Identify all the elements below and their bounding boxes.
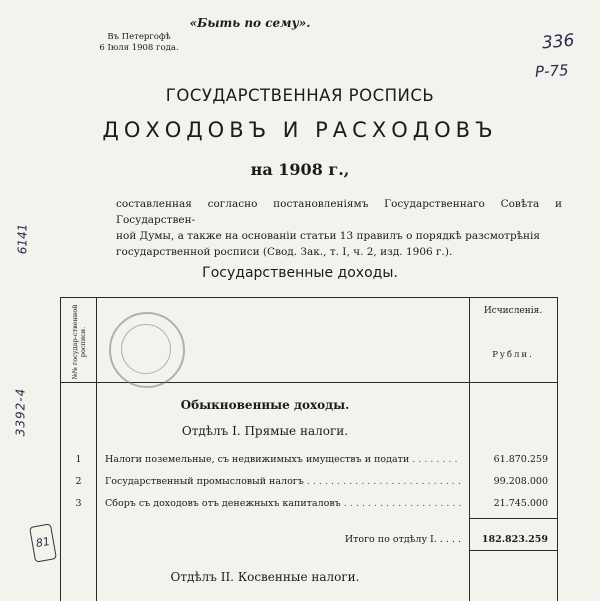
- title-line-2: ДОХОДОВЪ И РАСХОДОВЪ: [102, 118, 498, 142]
- description-line-1: составленная согласно постановленіямъ Государственнаго Совѣта и Государствен-: [116, 198, 562, 226]
- row-label: Государственный промысловый налогъ . . .: [105, 476, 461, 487]
- stamp-inner-ring: [121, 324, 171, 374]
- column-header-number: [62, 304, 96, 380]
- place-text: Въ Петергофѣ: [107, 32, 171, 42]
- row-label: Налоги поземельные, съ недвижимыхъ имуществъ и подати . . .: [105, 454, 461, 465]
- row-amount: 99.208.000: [493, 476, 548, 487]
- department-1-heading: Отдѣлъ I. Прямые налоги.: [181, 424, 349, 438]
- row-label: Сборъ съ доходовъ отъ денежныхъ капиталовъ . . .: [105, 498, 461, 509]
- library-stamp: [109, 312, 185, 388]
- total-label: Итого по отдѣлу I. . . . .: [344, 534, 461, 545]
- column-header-unit: Рубли.: [492, 350, 534, 360]
- sum-rule: [470, 518, 557, 519]
- row-number: 2: [75, 476, 82, 487]
- sum-rule: [470, 550, 557, 551]
- handwritten-inventory-number: 6141: [15, 223, 30, 255]
- section-heading: Государственные доходы.: [202, 265, 398, 281]
- description-line-3: государственной росписи (Свод. Зак., т. I, ч. 2, изд. 1906 г.).: [116, 246, 453, 258]
- row-amount: 61.870.259: [493, 454, 548, 465]
- decree-motto: [0, 12, 600, 31]
- handwritten-archive-number: 3392-4: [13, 387, 28, 437]
- row-number: 1: [75, 454, 82, 465]
- row-amount: 21.745.000: [493, 498, 548, 509]
- title-description: [116, 196, 562, 260]
- table-row: [61, 498, 557, 516]
- column-divider: [96, 298, 97, 601]
- motto-text: «Быть по сему».: [189, 16, 311, 30]
- description-line-2: ной Думы, а также на основаніи статьи 13 правилъ о порядкѣ разсмотрѣнія: [116, 230, 541, 242]
- title-line-1: ГОСУДАРСТВЕННАЯ РОСПИСЬ: [165, 86, 435, 105]
- row-number: 3: [75, 498, 82, 509]
- department-2-heading: Отдѣлъ II. Косвенные налоги.: [170, 570, 360, 584]
- column-header-amount: Исчисленія.: [483, 306, 543, 316]
- place-date: [84, 32, 194, 54]
- date-text: 6 Іюля 1908 года.: [99, 43, 179, 53]
- total-value: 182.823.259: [481, 534, 548, 545]
- column-header-number-text: №№ государ-ственной росписи.: [71, 304, 87, 380]
- handwritten-shelfmark: Р-75: [534, 61, 569, 81]
- title-year: на 1908 г.,: [250, 160, 350, 179]
- handwritten-boxed-number: 81: [29, 523, 57, 562]
- column-divider: [469, 298, 470, 601]
- ordinary-revenue-heading: Обыкновенные доходы.: [180, 398, 350, 412]
- table-row: [61, 476, 557, 494]
- table-row: [61, 454, 557, 472]
- revenue-table: [60, 297, 558, 601]
- handwritten-page-number: 336: [541, 30, 576, 54]
